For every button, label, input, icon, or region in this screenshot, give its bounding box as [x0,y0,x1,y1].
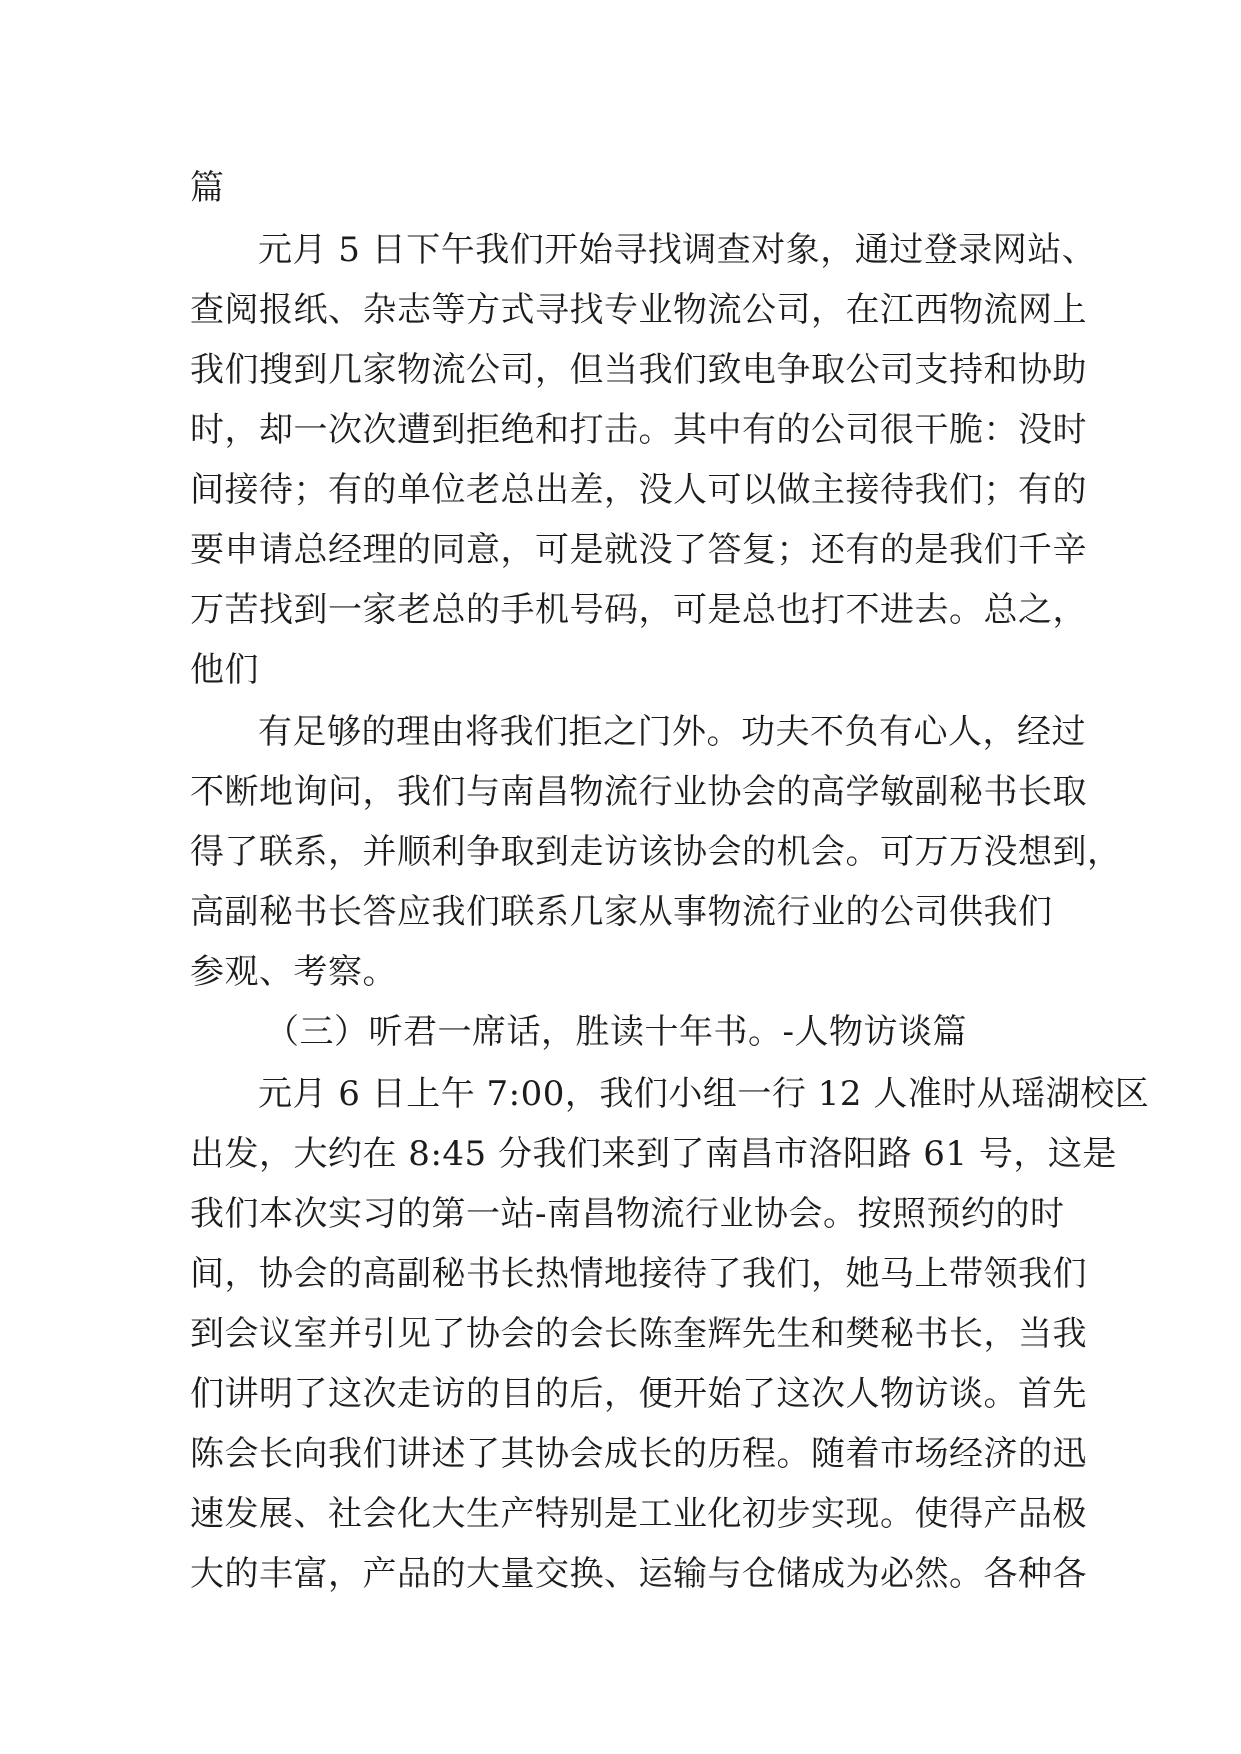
text-line: 们讲明了这次走访的目的后，便开始了这次人物访谈。首先 [190,1374,1087,1414]
text-line: 要申请总经理的同意，可是就没了答复；还有的是我们千辛 [190,530,1087,570]
paragraph-start-line: 有足够的理由将我们拒之门外。功夫不负有心人，经过 [258,712,1086,752]
text-line: 他们 [190,650,259,690]
section-heading: （三）听君一席话，胜读十年书。-人物访谈篇 [265,1012,967,1052]
text-line: 得了联系，并顺利争取到走访该协会的机会。可万万没想到， [190,832,1122,872]
text-line: 我们搜到几家物流公司，但当我们致电争取公司支持和协助 [190,350,1087,390]
text-line: 间，协会的高副秘书长热情地接待了我们，她马上带领我们 [190,1254,1087,1294]
text-line: 高副秘书长答应我们联系几家从事物流行业的公司供我们 [190,892,1053,932]
text-line: 出发，大约在 8:45 分我们来到了南昌市洛阳路 61 号，这是 [190,1134,1117,1174]
text-line: 万苦找到一家老总的手机号码，可是总也打不进去。总之， [190,590,1087,630]
text-line: 到会议室并引见了协会的会长陈奎辉先生和樊秘书长，当我 [190,1314,1087,1354]
text-line: 参观、考察。 [190,952,397,992]
text-line: 大的丰富，产品的大量交换、运输与仓储成为必然。各种各 [190,1554,1087,1594]
text-line: 我们本次实习的第一站-南昌物流行业协会。按照预约的时 [190,1194,1065,1234]
text-line: 陈会长向我们讲述了其协会成长的历程。随着市场经济的迅 [190,1434,1087,1474]
paragraph-start-line: 元月 5 日下午我们开始寻找调查对象，通过登录网站、 [258,230,1097,270]
text-line: 不断地询问，我们与南昌物流行业协会的高学敏副秘书长取 [190,772,1087,812]
text-line: 篇 [190,168,225,208]
paragraph-start-line: 元月 6 日上午 7:00，我们小组一行 12 人准时从瑶湖校区 [258,1074,1150,1114]
text-line: 时，却一次次遭到拒绝和打击。其中有的公司很干脆：没时 [190,410,1087,450]
text-line: 速发展、社会化大生产特别是工业化初步实现。使得产品极 [190,1494,1087,1534]
text-line: 查阅报纸、杂志等方式寻找专业物流公司，在江西物流网上 [190,290,1087,330]
text-line: 间接待；有的单位老总出差，没人可以做主接待我们；有的 [190,470,1087,510]
